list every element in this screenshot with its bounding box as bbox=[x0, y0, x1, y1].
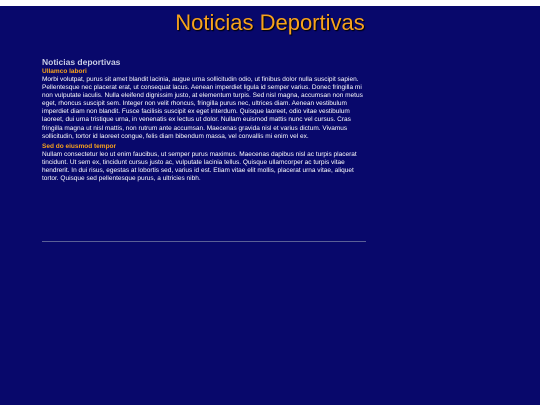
article-body: Nullam consectetur leo ut enim faucibus, ut semper purus maximus. Maecenas dapibus nisl ac turpis placerat tincidunt. Ut sem ex, tincidunt cursus justo ac, vulputate lacinia tellus. Quisque ullamcorper ac turpis vitae hendrerit. In dui risus, egestas at lobortis sed, varius id est. Etiam vitae elit mollis, placerat urna vitae, aliquet tortor. Quisque sed pellentesque purus, a ultricies nibh. bbox=[42, 150, 357, 183]
content-divider bbox=[42, 241, 366, 242]
site-title: Noticias Deportivas bbox=[175, 10, 365, 35]
main-content bbox=[42, 57, 366, 185]
article-body: Morbi volutpat, purus sit amet blandit lacinia, augue urna sollicitudin odio, ut finibus dolor nulla suscipit sapien. Pellentesque nec placerat erat, ut consequat lacus. Aenean imperdiet ligula id semper varius. Donec fringilla mi non vulputate iaculis. Nulla eleifend dignissim justo, at elementum turpis. Sed nisl magna, accumsan non metus eget, rhoncus suscipit sem. Integer non velit rhoncus, fringilla purus nec, ultrices diam. Aenean vestibulum imperdiet diam non blandit. Fusce facilisis suscipit ex eget interdum. Quisque laoreet, odio vitae vestibulum laoreet, dui urna tristique urna, in venenatis ex lectus ut dolor. Nullam euismod mattis nunc vel cursus. Cras fringilla magna ut nisl mattis, non rutrum ante accumsan. Maecenas gravida nisl et varius dictum. Vivamus sollicitudin, tortor id laoreet congue, felis diam bibendum massa, vel convallis mi enim vel ex. bbox=[42, 76, 363, 140]
section-heading: Noticias deportivas bbox=[42, 57, 121, 67]
article bbox=[42, 143, 366, 183]
article-title: Ullamco labori bbox=[42, 68, 87, 75]
page-background bbox=[0, 6, 540, 405]
article bbox=[42, 68, 366, 141]
article-title: Sed do eiusmod tempor bbox=[42, 142, 117, 150]
